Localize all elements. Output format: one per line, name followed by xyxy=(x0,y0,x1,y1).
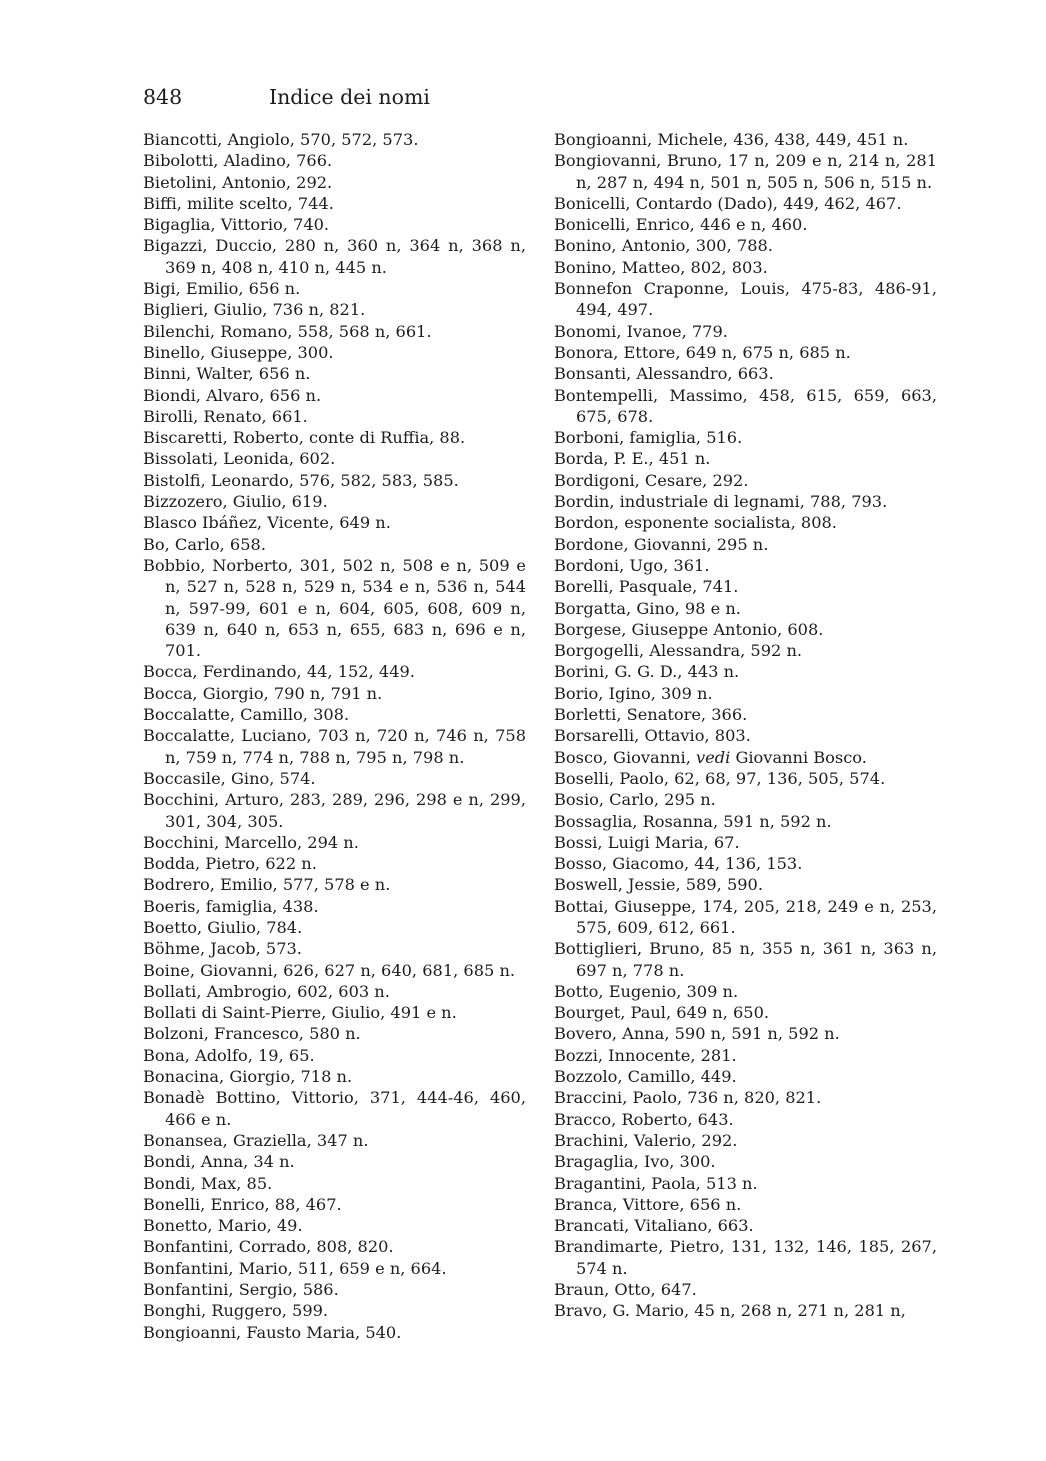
index-entry xyxy=(554,278,937,321)
entry-text: Bourget, Paul, 649 n, 650. xyxy=(554,1003,770,1023)
entry-text: Bonsanti, Alessandro, 663. xyxy=(554,364,774,384)
index-entry xyxy=(143,1194,526,1215)
index-entry xyxy=(554,512,937,533)
index-entry xyxy=(143,214,526,235)
entry-text: Botto, Eugenio, 309 n. xyxy=(554,981,739,1001)
entry-text: Bizzozero, Giulio, 619. xyxy=(143,492,328,512)
entry-text: Bonghi, Ruggero, 599. xyxy=(143,1301,329,1321)
index-entry xyxy=(554,853,937,874)
entry-text: Bonomi, Ivanoe, 779. xyxy=(554,321,728,341)
entry-text: Bragaglia, Ivo, 300. xyxy=(554,1152,716,1172)
index-entry xyxy=(554,1173,937,1194)
entry-text: Bodda, Pietro, 622 n. xyxy=(143,854,317,874)
entry-text: Bordin, industriale di legnami, 788, 793. xyxy=(554,492,888,512)
index-entry xyxy=(554,683,937,704)
entry-text: Borgatta, Gino, 98 e n. xyxy=(554,598,741,618)
index-entry xyxy=(554,874,937,895)
index-entry xyxy=(554,448,937,469)
index-entry xyxy=(554,789,937,810)
index-entry xyxy=(554,598,937,619)
entry-text: Brancati, Vitaliano, 663. xyxy=(554,1216,754,1236)
index-entry xyxy=(554,661,937,682)
entry-text: Biglieri, Giulio, 736 n, 821. xyxy=(143,300,366,320)
entry-text: Giovanni Bosco. xyxy=(730,747,867,767)
index-entry xyxy=(143,1236,526,1257)
entry-text: Bibolotti, Aladino, 766. xyxy=(143,151,333,171)
index-entry xyxy=(143,470,526,491)
entry-text: Bobbio, Norberto, 301, 502 n, 508 e n, 509 e n, 527 n, 528 n, 529 n, 534 e n, 536 n, 544 n, 597-99, 601 e n, 604, 605, 608, 609 n, 639 n, 640 n, 653 n, 655, 683 n, 696 e n, 701. xyxy=(143,555,526,661)
entry-text: Braccini, Paolo, 736 n, 820, 821. xyxy=(554,1088,822,1108)
entry-text: Biondi, Alvaro, 656 n. xyxy=(143,385,322,405)
entry-text: Bigaglia, Vittorio, 740. xyxy=(143,215,330,235)
entry-text: Boccalatte, Luciano, 703 n, 720 n, 746 n, 758 n, 759 n, 774 n, 788 n, 795 n, 798 n. xyxy=(143,726,526,767)
index-entry xyxy=(554,938,937,981)
index-entry xyxy=(143,874,526,895)
index-entry xyxy=(554,129,937,150)
entry-text: Bollati, Ambrogio, 602, 603 n. xyxy=(143,981,390,1001)
index-entry xyxy=(143,661,526,682)
index-entry xyxy=(143,385,526,406)
index-entry xyxy=(143,172,526,193)
entry-text: Binni, Walter, 656 n. xyxy=(143,364,311,384)
index-entry xyxy=(143,1258,526,1279)
entry-text: Braun, Otto, 647. xyxy=(554,1280,697,1300)
index-entry xyxy=(143,491,526,512)
entry-text: Borgese, Giuseppe Antonio, 608. xyxy=(554,619,824,639)
index-entry xyxy=(554,981,937,1002)
index-entry xyxy=(143,512,526,533)
index-entry xyxy=(143,193,526,214)
entry-text: Brandimarte, Pietro, 131, 132, 146, 185, 267, 574 n. xyxy=(554,1237,937,1278)
entry-text: Biscaretti, Roberto, conte di Ruffia, 88. xyxy=(143,428,466,448)
entry-text: Bozzolo, Camillo, 449. xyxy=(554,1067,737,1087)
index-entry xyxy=(554,1066,937,1087)
index-entry xyxy=(554,257,937,278)
index-entry xyxy=(143,363,526,384)
index-entry xyxy=(143,917,526,938)
entry-text: Bordoni, Ugo, 361. xyxy=(554,555,710,575)
index-entry xyxy=(143,1023,526,1044)
index-entry xyxy=(554,363,937,384)
entry-text: Bordone, Giovanni, 295 n. xyxy=(554,534,769,554)
index-entry xyxy=(143,1130,526,1151)
index-entry xyxy=(554,491,937,512)
index-entry xyxy=(143,129,526,150)
entry-text: Bonora, Ettore, 649 n, 675 n, 685 n. xyxy=(554,342,851,362)
index-entry xyxy=(554,1215,937,1236)
entry-text: Boswell, Jessie, 589, 590. xyxy=(554,875,763,895)
index-entry xyxy=(554,1087,937,1108)
index-entry xyxy=(143,299,526,320)
entry-text: Bosso, Giacomo, 44, 136, 153. xyxy=(554,854,803,874)
entry-text: Birolli, Renato, 661. xyxy=(143,406,308,426)
entry-text: Bontempelli, Massimo, 458, 615, 659, 663, 675, 678. xyxy=(554,385,937,426)
index-entry xyxy=(554,1130,937,1151)
index-entry xyxy=(554,385,937,428)
entry-text: Bossi, Luigi Maria, 67. xyxy=(554,832,740,852)
entry-text: Bondi, Max, 85. xyxy=(143,1173,273,1193)
entry-text: Böhme, Jacob, 573. xyxy=(143,939,302,959)
entry-text: Boetto, Giulio, 784. xyxy=(143,917,303,937)
index-column-left xyxy=(143,129,526,1343)
entry-text: Borletti, Senatore, 366. xyxy=(554,705,748,725)
entry-text: Boeris, famiglia, 438. xyxy=(143,896,319,916)
index-entry xyxy=(143,768,526,789)
entry-text: Bocchini, Marcello, 294 n. xyxy=(143,832,359,852)
index-entry xyxy=(143,683,526,704)
entry-text: Bonicelli, Contardo (Dado), 449, 462, 467. xyxy=(554,193,902,213)
index-entry xyxy=(554,1194,937,1215)
entry-text: Borini, G. G. D., 443 n. xyxy=(554,662,740,682)
entry-text: Borelli, Pasquale, 741. xyxy=(554,577,739,597)
entry-text: Biffi, milite scelto, 744. xyxy=(143,193,334,213)
index-entry xyxy=(554,768,937,789)
entry-text: Bona, Adolfo, 19, 65. xyxy=(143,1045,315,1065)
index-entry xyxy=(554,811,937,832)
entry-text: Bozzi, Innocente, 281. xyxy=(554,1045,737,1065)
entry-text: Bottai, Giuseppe, 174, 205, 218, 249 e n, 253, 575, 609, 612, 661. xyxy=(554,896,937,937)
entry-text: Bracco, Roberto, 643. xyxy=(554,1109,734,1129)
entry-text: Bosco, Giovanni, xyxy=(554,747,697,767)
index-entry xyxy=(554,747,937,768)
entry-text: Bodrero, Emilio, 577, 578 e n. xyxy=(143,875,391,895)
index-entry xyxy=(143,960,526,981)
entry-text: Bolzoni, Francesco, 580 n. xyxy=(143,1024,361,1044)
index-entry xyxy=(554,640,937,661)
entry-text: Bravo, G. Mario, 45 n, 268 n, 271 n, 281 n, xyxy=(554,1301,906,1321)
entry-text: Bonacina, Giorgio, 718 n. xyxy=(143,1067,353,1087)
index-entry xyxy=(143,896,526,917)
entry-text: Bosio, Carlo, 295 n. xyxy=(554,790,716,810)
entry-text: Borda, P. E., 451 n. xyxy=(554,449,711,469)
entry-text: Bongioanni, Fausto Maria, 540. xyxy=(143,1322,402,1342)
index-entry xyxy=(143,278,526,299)
cross-reference-word: vedi xyxy=(696,747,731,767)
index-entry xyxy=(554,214,937,235)
entry-text: Bo, Carlo, 658. xyxy=(143,534,266,554)
entry-text: Bongiovanni, Bruno, 17 n, 209 e n, 214 n, 281 n, 287 n, 494 n, 501 n, 505 n, 506 n, 515 n. xyxy=(554,151,937,192)
index-entry xyxy=(143,1300,526,1321)
entry-text: Bonfantini, Corrado, 808, 820. xyxy=(143,1237,394,1257)
index-entry xyxy=(554,427,937,448)
running-title: Indice dei nomi xyxy=(269,85,430,109)
index-entry xyxy=(554,1045,937,1066)
entry-text: Bietolini, Antonio, 292. xyxy=(143,172,333,192)
index-entry xyxy=(554,1236,937,1279)
index-entry xyxy=(554,1300,937,1321)
index-entry xyxy=(143,789,526,832)
index-entry xyxy=(143,1215,526,1236)
entry-text: Bissolati, Leonida, 602. xyxy=(143,449,336,469)
index-entry xyxy=(143,1045,526,1066)
entry-text: Bocca, Ferdinando, 44, 152, 449. xyxy=(143,662,415,682)
index-entry xyxy=(143,1087,526,1130)
index-entry xyxy=(143,555,526,661)
entry-text: Bonino, Antonio, 300, 788. xyxy=(554,236,773,256)
entry-text: Bonicelli, Enrico, 446 e n, 460. xyxy=(554,215,808,235)
index-entry xyxy=(554,1002,937,1023)
entry-text: Bocchini, Arturo, 283, 289, 296, 298 e n, 299, 301, 304, 305. xyxy=(143,790,526,831)
index-entry xyxy=(143,981,526,1002)
index-entry xyxy=(143,406,526,427)
entry-text: Boccalatte, Camillo, 308. xyxy=(143,705,350,725)
index-entry xyxy=(143,1173,526,1194)
entry-text: Bragantini, Paola, 513 n. xyxy=(554,1173,758,1193)
entry-text: Bonfantini, Mario, 511, 659 e n, 664. xyxy=(143,1258,447,1278)
index-entry xyxy=(554,1279,937,1300)
index-entry xyxy=(554,704,937,725)
entry-text: Bovero, Anna, 590 n, 591 n, 592 n. xyxy=(554,1024,840,1044)
index-entry xyxy=(143,427,526,448)
index-entry xyxy=(554,193,937,214)
entry-text: Brachini, Valerio, 292. xyxy=(554,1130,738,1150)
entry-text: Boccasile, Gino, 574. xyxy=(143,768,316,788)
index-entry xyxy=(143,342,526,363)
entry-text: Boine, Giovanni, 626, 627 n, 640, 681, 685 n. xyxy=(143,960,516,980)
index-entry xyxy=(143,321,526,342)
index-entry xyxy=(554,1023,937,1044)
entry-text: Branca, Vittore, 656 n. xyxy=(554,1194,742,1214)
entry-text: Bocca, Giorgio, 790 n, 791 n. xyxy=(143,683,383,703)
index-column-right xyxy=(554,129,937,1322)
index-entry xyxy=(554,1109,937,1130)
index-entry xyxy=(143,235,526,278)
entry-text: Biancotti, Angiolo, 570, 572, 573. xyxy=(143,130,419,149)
entry-text: Bonino, Matteo, 802, 803. xyxy=(554,257,768,277)
entry-text: Bordigoni, Cesare, 292. xyxy=(554,470,749,490)
index-entry xyxy=(143,1066,526,1087)
index-entry xyxy=(143,725,526,768)
index-entry xyxy=(554,619,937,640)
entry-text: Boselli, Paolo, 62, 68, 97, 136, 505, 574. xyxy=(554,768,886,788)
entry-text: Blasco Ibáñez, Vicente, 649 n. xyxy=(143,513,391,533)
index-entry xyxy=(143,704,526,725)
entry-text: Bistolfi, Leonardo, 576, 582, 583, 585. xyxy=(143,470,459,490)
index-entry xyxy=(143,1002,526,1023)
index-entry xyxy=(143,938,526,959)
index-entry xyxy=(143,448,526,469)
entry-text: Bordon, esponente socialista, 808. xyxy=(554,513,837,533)
page-number: 848 xyxy=(143,85,183,109)
index-entry xyxy=(143,853,526,874)
index-entry xyxy=(554,342,937,363)
index-entry xyxy=(143,1151,526,1172)
entry-text: Borsarelli, Ottavio, 803. xyxy=(554,726,751,746)
index-entry xyxy=(143,832,526,853)
entry-text: Borboni, famiglia, 516. xyxy=(554,428,743,448)
entry-text: Bongioanni, Michele, 436, 438, 449, 451 n. xyxy=(554,130,909,149)
index-entry xyxy=(143,534,526,555)
entry-text: Bonansea, Graziella, 347 n. xyxy=(143,1130,369,1150)
entry-text: Bonelli, Enrico, 88, 467. xyxy=(143,1194,342,1214)
index-entry xyxy=(554,150,937,193)
entry-text: Bonnefon Craponne, Louis, 475-83, 486-91, 494, 497. xyxy=(554,279,937,320)
entry-text: Borgogelli, Alessandra, 592 n. xyxy=(554,641,803,661)
index-entry xyxy=(143,1322,526,1343)
entry-text: Bossaglia, Rosanna, 591 n, 592 n. xyxy=(554,811,832,831)
entry-text: Borio, Igino, 309 n. xyxy=(554,683,713,703)
entry-text: Bottiglieri, Bruno, 85 n, 355 n, 361 n, 363 n, 697 n, 778 n. xyxy=(554,939,937,980)
entry-text: Bonetto, Mario, 49. xyxy=(143,1216,303,1236)
index-entry xyxy=(554,1151,937,1172)
index-entry xyxy=(143,150,526,171)
index-entry xyxy=(554,576,937,597)
entry-text: Bigazzi, Duccio, 280 n, 360 n, 364 n, 368 n, 369 n, 408 n, 410 n, 445 n. xyxy=(143,236,526,277)
entry-text: Bilenchi, Romano, 558, 568 n, 661. xyxy=(143,321,432,341)
entry-text: Bondi, Anna, 34 n. xyxy=(143,1152,295,1172)
entry-text: Binello, Giuseppe, 300. xyxy=(143,342,334,362)
index-entry xyxy=(554,235,937,256)
page-header xyxy=(143,82,943,112)
entry-text: Bollati di Saint-Pierre, Giulio, 491 e n. xyxy=(143,1003,457,1023)
entry-text: Bonadè Bottino, Vittorio, 371, 444-46, 460, 466 e n. xyxy=(143,1088,526,1129)
index-entry xyxy=(554,321,937,342)
index-entry xyxy=(554,555,937,576)
index-entry xyxy=(554,534,937,555)
index-entry xyxy=(554,832,937,853)
index-entry xyxy=(554,470,937,491)
entry-text: Bonfantini, Sergio, 586. xyxy=(143,1280,339,1300)
index-entry xyxy=(143,1279,526,1300)
index-entry xyxy=(554,725,937,746)
index-entry xyxy=(554,896,937,939)
entry-text: Bigi, Emilio, 656 n. xyxy=(143,279,301,299)
